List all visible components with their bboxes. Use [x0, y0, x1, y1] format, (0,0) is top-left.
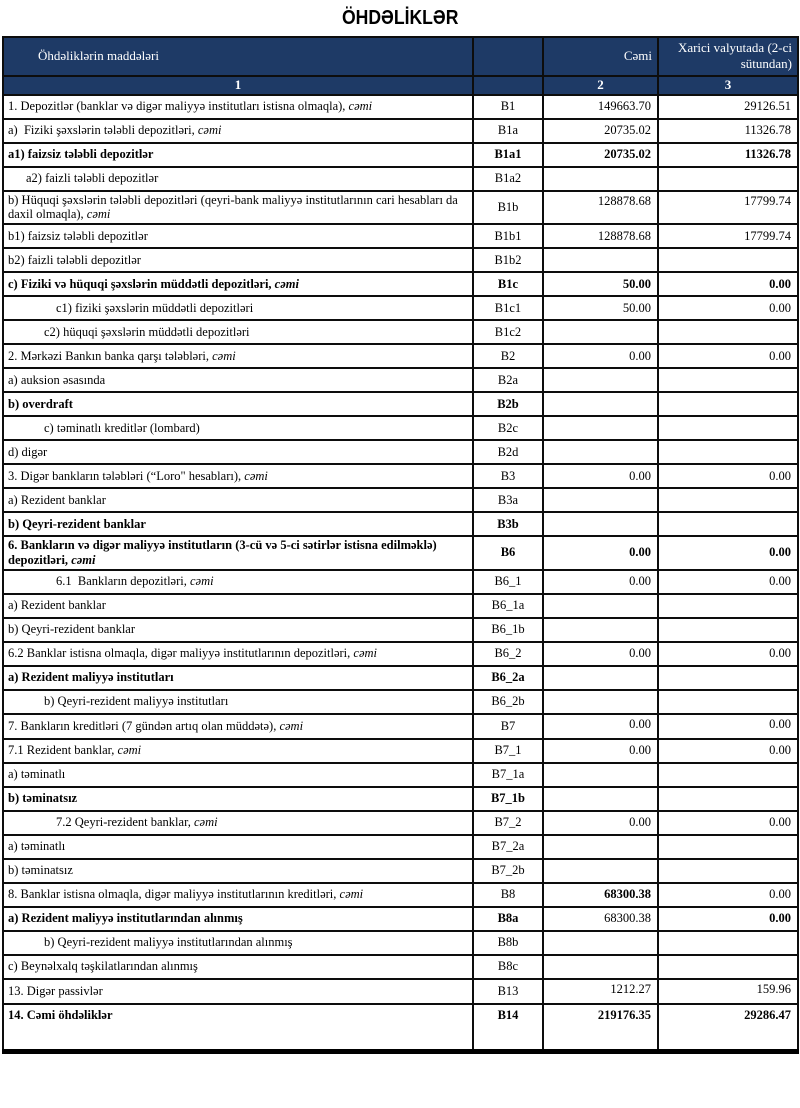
code-cell: B2 [473, 344, 543, 368]
code-cell: B1b1 [473, 224, 543, 248]
foreign-cell [658, 835, 798, 859]
row-label: 3. Digər bankların tələbləri (“Loro" hesabları), [8, 468, 245, 483]
code-cell: B7_2a [473, 835, 543, 859]
column-number-3: 3 [658, 76, 798, 95]
cemi-italic-suffix: cəmi [353, 646, 378, 661]
foreign-cell [658, 618, 798, 642]
row-B6_1b [3, 618, 798, 642]
code-cell: B7_2b [473, 859, 543, 883]
row-B2 [3, 344, 798, 368]
label-cell [3, 642, 473, 666]
column-number-code [473, 76, 543, 95]
code-cell: B1a [473, 119, 543, 143]
total-cell [543, 416, 658, 440]
row-B1a [3, 119, 798, 143]
label-cell [3, 368, 473, 392]
row-label: 7. Bankların kreditləri (7 gündən artıq olan müddətə), [8, 718, 280, 733]
foreign-cell: 0.00 [658, 536, 798, 570]
row-B7_1a [3, 763, 798, 787]
foreign-cell: 11326.78 [658, 143, 798, 167]
row-label: a) təminatlı [8, 767, 66, 782]
total-cell: 20735.02 [543, 119, 658, 143]
row-B8b [3, 931, 798, 955]
code-cell: B7_1 [473, 739, 543, 763]
column-header-total: Cəmi [543, 37, 658, 76]
row-label: b) Qeyri-rezident banklar [8, 622, 136, 637]
total-cell [543, 320, 658, 344]
label-cell [3, 835, 473, 859]
row-B7_2a [3, 835, 798, 859]
total-cell [543, 488, 658, 512]
code-cell: B6_1a [473, 594, 543, 618]
label-cell [3, 666, 473, 690]
label-cell [3, 931, 473, 955]
label-cell [3, 859, 473, 883]
foreign-cell [658, 392, 798, 416]
foreign-cell [658, 368, 798, 392]
foreign-cell: 29126.51 [658, 95, 798, 119]
row-label: b1) faizsiz tələbli depozitlər [8, 228, 148, 243]
cemi-italic-suffix: cəmi [193, 815, 218, 830]
code-cell: B6_2b [473, 690, 543, 714]
foreign-cell: 0.00 [658, 464, 798, 488]
foreign-cell: 0.00 [658, 883, 798, 907]
label-cell [3, 488, 473, 512]
row-B1c2 [3, 320, 798, 344]
foreign-cell [658, 931, 798, 955]
page-title [0, 7, 800, 30]
row-B2d [3, 440, 798, 464]
table-header [3, 37, 798, 95]
label-cell [3, 570, 473, 594]
foreign-cell [658, 763, 798, 787]
label-cell [3, 536, 473, 570]
column-header-code [473, 37, 543, 76]
label-cell [3, 416, 473, 440]
foreign-cell [658, 488, 798, 512]
total-cell: 128878.68 [543, 191, 658, 225]
row-B1b [3, 191, 798, 225]
row-label: a) auksion əsasında [8, 372, 106, 387]
column-number-1: 1 [3, 76, 473, 95]
label-cell [3, 143, 473, 167]
row-B2a [3, 368, 798, 392]
row-label: a) Rezident maliyyə institutlarından alınmış [8, 911, 243, 926]
total-cell: 68300.38 [543, 907, 658, 931]
label-cell [3, 320, 473, 344]
row-label: b) overdraft [8, 396, 73, 411]
column-header-items: Öhdəliklərin maddələri [3, 37, 473, 76]
label-cell [3, 618, 473, 642]
code-cell: B1 [473, 95, 543, 119]
label-cell [3, 512, 473, 536]
label-cell [3, 95, 473, 119]
code-cell: B1c2 [473, 320, 543, 344]
row-label: 8. Banklar istisna olmaqla, digər maliyyə institutlarının kreditləri, [8, 887, 340, 902]
cemi-italic-suffix: cəmi [117, 743, 142, 758]
code-cell: B1a1 [473, 143, 543, 167]
total-cell: 128878.68 [543, 224, 658, 248]
label-cell [3, 191, 473, 225]
cemi-italic-suffix: cəmi [197, 123, 222, 138]
row-B8 [3, 883, 798, 907]
total-cell: 50.00 [543, 272, 658, 296]
table-body [3, 95, 798, 1052]
row-label: 2. Mərkəzi Bankın banka qarşı tələbləri, [8, 348, 213, 363]
row-label: b) Qeyri-rezident maliyyə institutları [44, 694, 229, 709]
row-B6 [3, 536, 798, 570]
code-cell: B7 [473, 714, 543, 739]
foreign-cell: 17799.74 [658, 224, 798, 248]
row-label: c) Beynəlxalq təşkilatlarından alınmış [8, 959, 198, 974]
foreign-cell: 0.00 [658, 642, 798, 666]
label-cell [3, 1004, 473, 1052]
label-cell [3, 690, 473, 714]
row-label: a) təminatlı [8, 839, 66, 854]
cemi-italic-suffix: cəmi [190, 574, 214, 589]
foreign-cell [658, 512, 798, 536]
row-label: c2) hüquqi şəxslərin müddətli depozitləri [44, 324, 250, 339]
row-B6_2b [3, 690, 798, 714]
row-B6_2a [3, 666, 798, 690]
row-label: b) Qeyri-rezident banklar [8, 516, 146, 531]
foreign-cell: 11326.78 [658, 119, 798, 143]
total-cell: 1212.27 [543, 979, 658, 1004]
total-cell: 0.00 [543, 570, 658, 594]
label-cell [3, 440, 473, 464]
total-cell: 0.00 [543, 642, 658, 666]
row-label: 6. Bankların və digər maliyyə institutların (3-cü və 5-ci sətirlər istisna edilməklə) depozitləri, [8, 538, 440, 567]
foreign-cell [658, 787, 798, 811]
row-B7_1 [3, 739, 798, 763]
row-label: c) təminatlı kreditlər (lombard) [44, 420, 200, 435]
row-label: a2) faizli tələbli depozitlər [26, 171, 159, 186]
code-cell: B14 [473, 1004, 543, 1052]
total-cell [543, 859, 658, 883]
liabilities-table [2, 36, 799, 1054]
foreign-cell: 0.00 [658, 907, 798, 931]
row-label: d) digər [8, 444, 48, 459]
row-B7_2b [3, 859, 798, 883]
total-cell [543, 835, 658, 859]
code-cell: B2b [473, 392, 543, 416]
label-cell [3, 464, 473, 488]
row-B14 [3, 1004, 798, 1052]
total-cell: 149663.70 [543, 95, 658, 119]
column-number-2: 2 [543, 76, 658, 95]
total-cell: 0.00 [543, 739, 658, 763]
code-cell: B3 [473, 464, 543, 488]
foreign-cell [658, 416, 798, 440]
total-cell: 219176.35 [543, 1004, 658, 1052]
foreign-cell [658, 955, 798, 979]
row-label: b) Qeyri-rezident maliyyə institutlarından alınmış [44, 935, 293, 950]
cemi-italic-suffix: cəmi [348, 99, 373, 114]
foreign-cell: 159.96 [658, 979, 798, 1004]
total-cell: 0.00 [543, 714, 658, 739]
label-cell [3, 224, 473, 248]
row-label: 13. Digər passivlər [8, 983, 103, 998]
total-cell [543, 955, 658, 979]
total-cell: 20735.02 [543, 143, 658, 167]
code-cell: B2d [473, 440, 543, 464]
row-label: b2) faizli tələbli depozitlər [8, 252, 141, 267]
code-cell: B1b2 [473, 248, 543, 272]
cemi-italic-suffix: cəmi [71, 552, 96, 567]
cemi-italic-suffix: cəmi [274, 276, 299, 291]
label-cell [3, 344, 473, 368]
row-label: a1) faizsiz tələbli depozitlər [8, 147, 154, 162]
label-cell [3, 739, 473, 763]
row-B1a1 [3, 143, 798, 167]
code-cell: B7_1a [473, 763, 543, 787]
total-cell [543, 368, 658, 392]
row-label: 7.2 Qeyri-rezident banklar, [56, 815, 194, 830]
row-B1c1 [3, 296, 798, 320]
total-cell [543, 787, 658, 811]
row-label: 7.1 Rezident banklar, [8, 743, 118, 758]
foreign-cell [658, 248, 798, 272]
row-B13 [3, 979, 798, 1004]
code-cell: B8 [473, 883, 543, 907]
row-label: b) təminatsız [8, 863, 73, 878]
row-label: b) Hüquqi şəxslərin tələbli depozitləri (qeyri-bank maliyyə institutlarının cari hesabları da daxil olmaqla), [8, 192, 461, 222]
code-cell: B6_1 [473, 570, 543, 594]
code-cell: B7_1b [473, 787, 543, 811]
total-cell [543, 666, 658, 690]
total-cell [543, 690, 658, 714]
total-cell [543, 618, 658, 642]
row-B7_2 [3, 811, 798, 835]
row-label: 6.1 Bankların depozitləri, [56, 574, 190, 589]
foreign-cell [658, 594, 798, 618]
total-cell: 0.00 [543, 464, 658, 488]
code-cell: B1c [473, 272, 543, 296]
row-B6_2 [3, 642, 798, 666]
row-B6_1 [3, 570, 798, 594]
row-label: 1. Depozitlər (banklar və digər maliyyə institutları istisna olmaqla), [8, 99, 349, 114]
code-cell: B6_2 [473, 642, 543, 666]
column-number-row [3, 76, 798, 95]
label-cell [3, 907, 473, 931]
foreign-cell: 0.00 [658, 296, 798, 320]
code-cell: B1a2 [473, 167, 543, 191]
table-header-row [3, 37, 798, 76]
label-cell [3, 272, 473, 296]
row-label: c1) fiziki şəxslərin müddətli depozitləri [56, 300, 254, 315]
row-B1b2 [3, 248, 798, 272]
foreign-cell [658, 666, 798, 690]
row-B3a [3, 488, 798, 512]
code-cell: B6 [473, 536, 543, 570]
total-cell [543, 594, 658, 618]
cemi-italic-suffix: cəmi [86, 207, 111, 222]
code-cell: B7_2 [473, 811, 543, 835]
label-cell [3, 296, 473, 320]
total-cell [543, 763, 658, 787]
total-cell [543, 392, 658, 416]
foreign-cell: 0.00 [658, 739, 798, 763]
row-B1b1 [3, 224, 798, 248]
label-cell [3, 392, 473, 416]
row-label: b) təminatsız [8, 791, 78, 806]
code-cell: B8a [473, 907, 543, 931]
row-label: 6.2 Banklar istisna olmaqla, digər maliyyə institutlarının depozitləri, [8, 646, 354, 661]
page-title-text: ÖHDƏLİKLƏR [341, 7, 459, 29]
label-cell [3, 811, 473, 835]
total-cell [543, 512, 658, 536]
code-cell: B1c1 [473, 296, 543, 320]
row-B1c [3, 272, 798, 296]
code-cell: B13 [473, 979, 543, 1004]
foreign-cell [658, 440, 798, 464]
row-label: a) Rezident banklar [8, 598, 106, 613]
total-cell [543, 440, 658, 464]
row-B1 [3, 95, 798, 119]
label-cell [3, 883, 473, 907]
foreign-cell: 17799.74 [658, 191, 798, 225]
row-label: 14. Cəmi öhdəliklər [8, 1007, 113, 1022]
total-cell: 68300.38 [543, 883, 658, 907]
row-label: a) Fiziki şəxslərin tələbli depozitləri, [8, 123, 198, 138]
foreign-cell [658, 167, 798, 191]
row-B8c [3, 955, 798, 979]
cemi-italic-suffix: cəmi [244, 468, 268, 483]
row-B3b [3, 512, 798, 536]
label-cell [3, 763, 473, 787]
code-cell: B8b [473, 931, 543, 955]
row-label: c) Fiziki və hüquqi şəxslərin müddətli depozitləri, [8, 276, 275, 291]
code-cell: B2c [473, 416, 543, 440]
code-cell: B3a [473, 488, 543, 512]
row-B8a [3, 907, 798, 931]
row-B2c [3, 416, 798, 440]
row-label: a) Rezident banklar [8, 492, 106, 507]
row-B6_1a [3, 594, 798, 618]
label-cell [3, 167, 473, 191]
code-cell: B2a [473, 368, 543, 392]
label-cell [3, 119, 473, 143]
total-cell: 0.00 [543, 536, 658, 570]
label-cell [3, 787, 473, 811]
code-cell: B6_1b [473, 618, 543, 642]
code-cell: B1b [473, 191, 543, 225]
foreign-cell: 0.00 [658, 272, 798, 296]
foreign-cell: 0.00 [658, 811, 798, 835]
foreign-cell [658, 859, 798, 883]
foreign-cell: 29286.47 [658, 1004, 798, 1052]
code-cell: B6_2a [473, 666, 543, 690]
cemi-italic-suffix: cəmi [279, 718, 304, 733]
label-cell [3, 714, 473, 739]
row-B2b [3, 392, 798, 416]
row-B1a2 [3, 167, 798, 191]
row-label: a) Rezident maliyyə institutları [8, 670, 174, 685]
total-cell: 50.00 [543, 296, 658, 320]
row-B7_1b [3, 787, 798, 811]
label-cell [3, 248, 473, 272]
code-cell: B8c [473, 955, 543, 979]
total-cell: 0.00 [543, 811, 658, 835]
code-cell: B3b [473, 512, 543, 536]
foreign-cell: 0.00 [658, 344, 798, 368]
row-B3 [3, 464, 798, 488]
total-cell: 0.00 [543, 344, 658, 368]
foreign-cell [658, 690, 798, 714]
label-cell [3, 979, 473, 1004]
label-cell [3, 955, 473, 979]
cemi-italic-suffix: cəmi [212, 348, 236, 363]
foreign-cell: 0.00 [658, 714, 798, 739]
cemi-italic-suffix: cəmi [339, 887, 364, 902]
label-cell [3, 594, 473, 618]
total-cell [543, 167, 658, 191]
row-B7 [3, 714, 798, 739]
total-cell [543, 248, 658, 272]
column-header-foreign: Xarici valyutada (2-ci sütundan) [658, 37, 798, 76]
foreign-cell [658, 320, 798, 344]
total-cell [543, 931, 658, 955]
foreign-cell: 0.00 [658, 570, 798, 594]
